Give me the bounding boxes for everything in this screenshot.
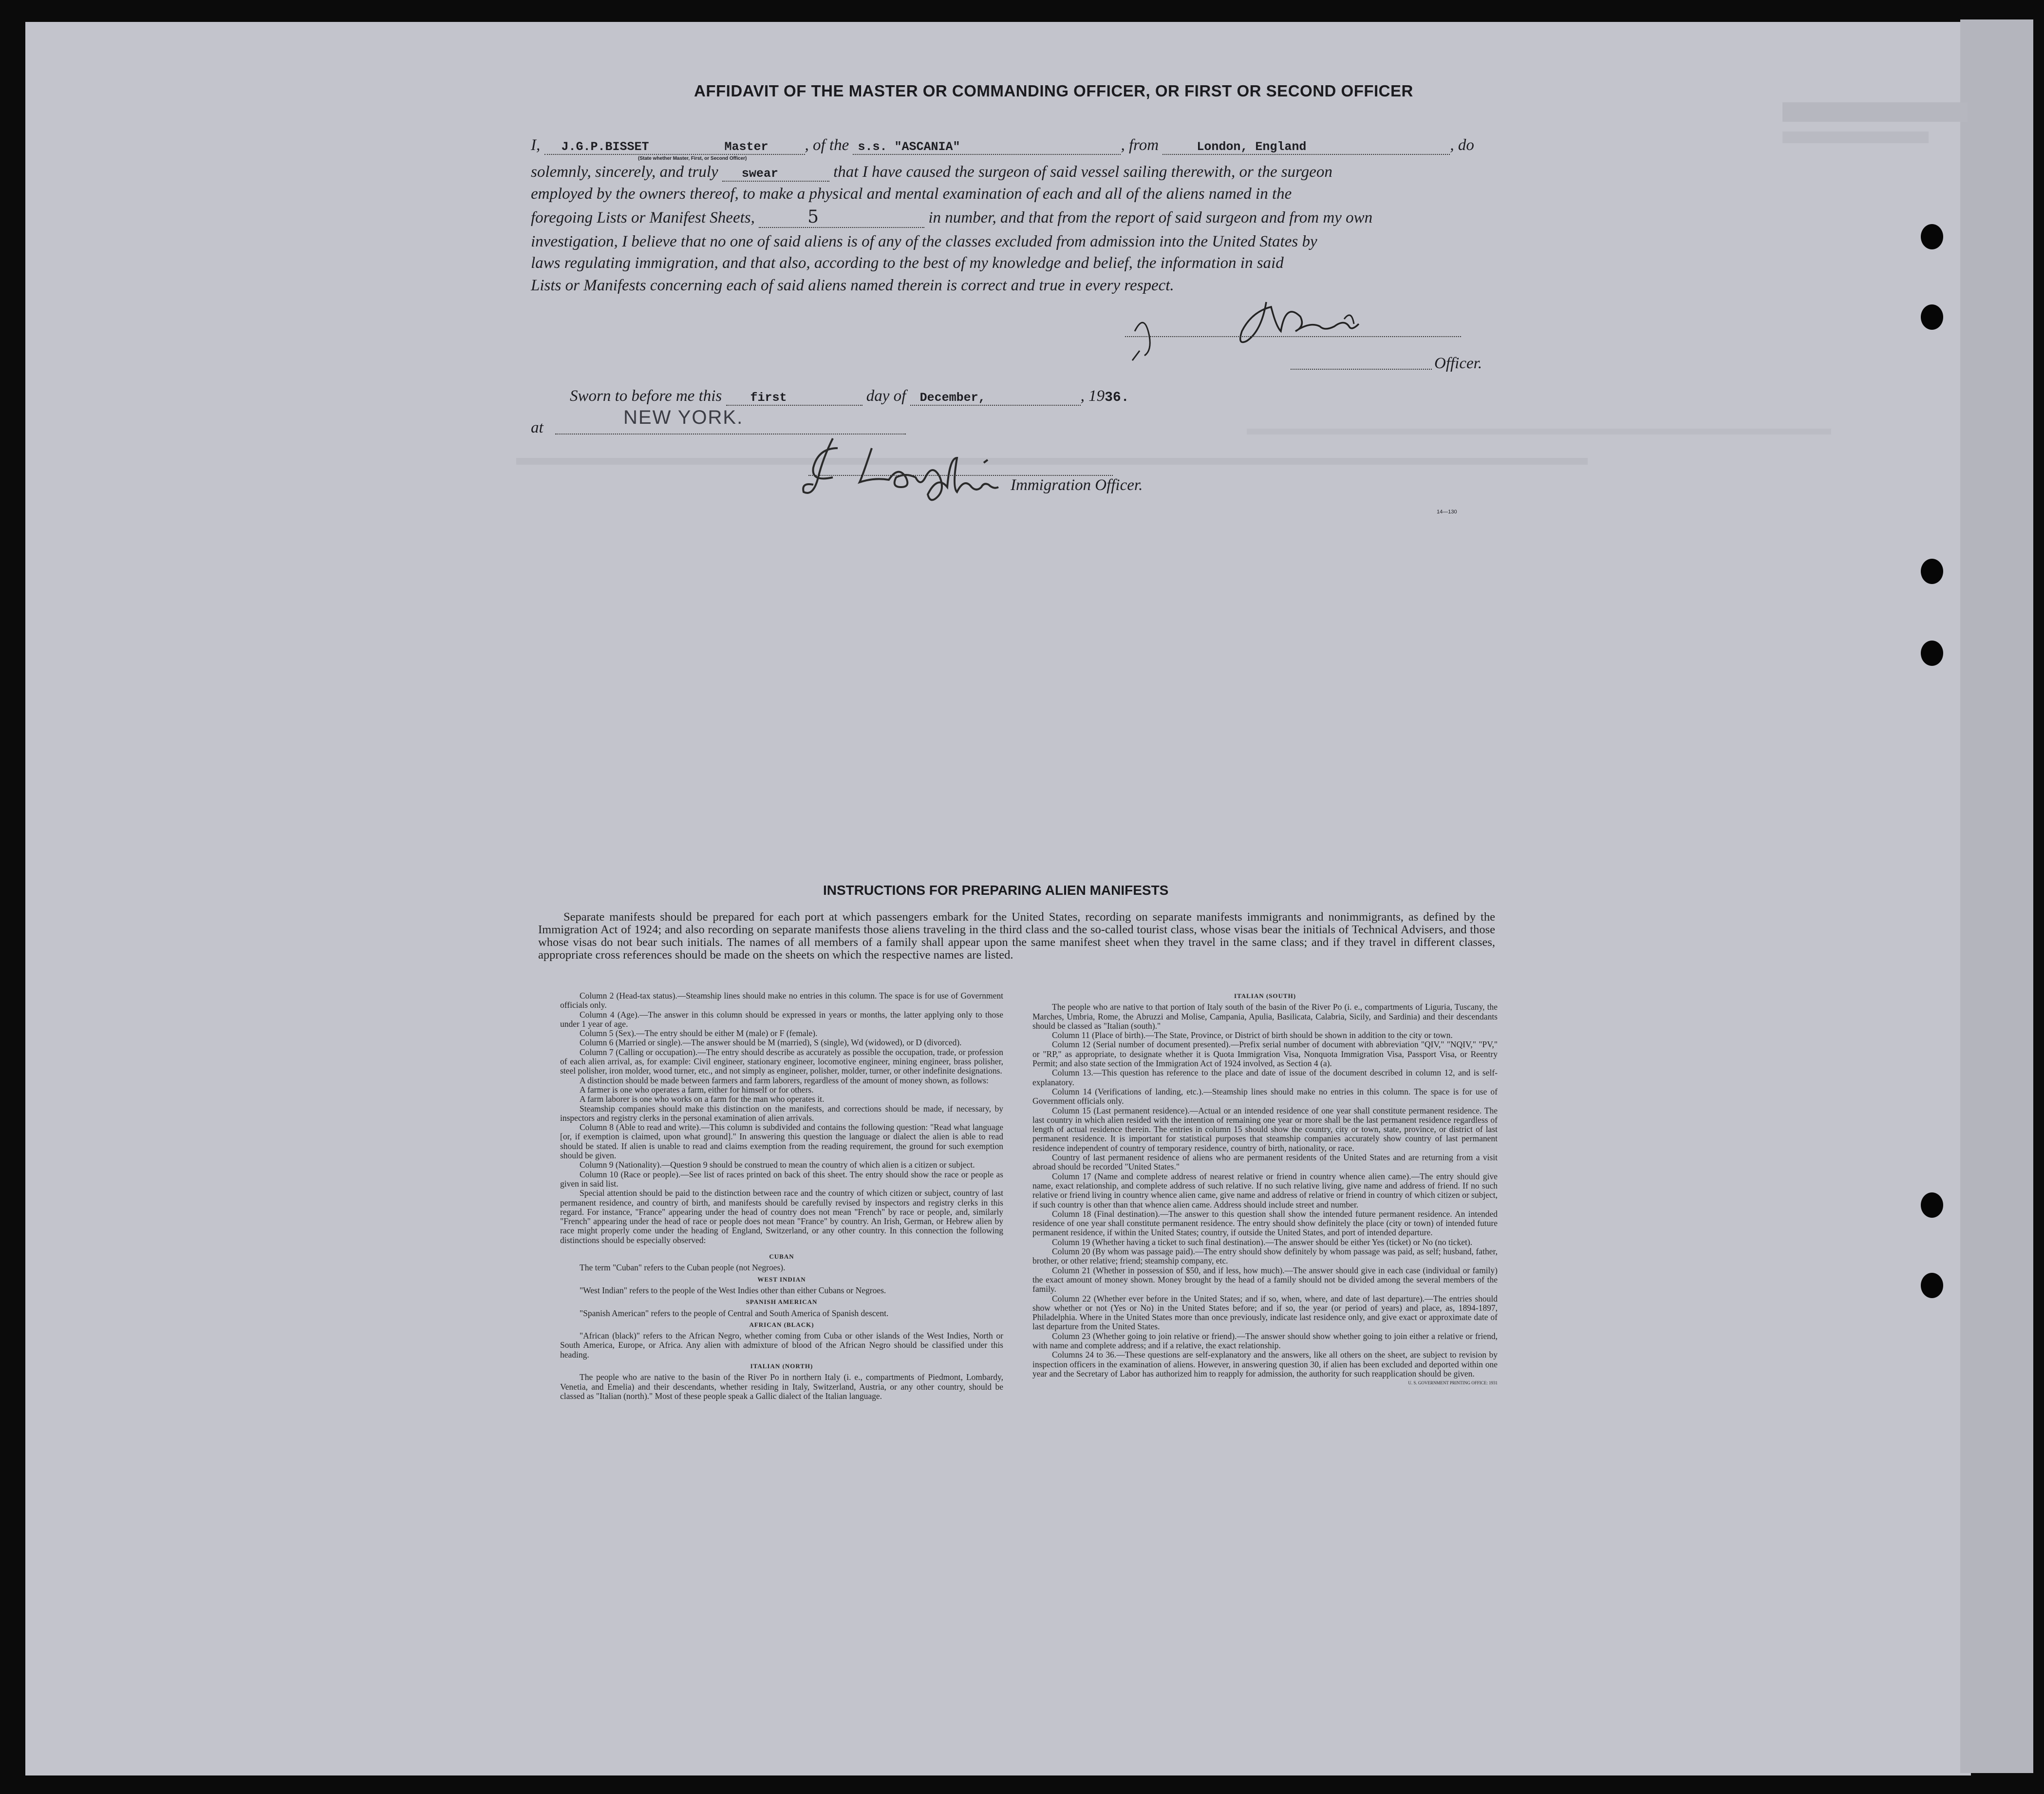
rank-note: (State whether Master, First, or Second Officer) <box>638 156 747 161</box>
oath-type-value: swear <box>741 167 778 181</box>
ss-label: s.s. <box>858 140 887 154</box>
instruction-paragraph: Columns 24 to 36.—These questions are self-explanatory and the answers, like all others on the sheet, are subject to revision by inspection officers in the examination of aliens. However, in answering question 30, if alien has been excluded and deported within one year and the Secretary of Labor has authorized him to reapply for admission, the authority for such reapplication should be given. <box>1032 1350 1498 1379</box>
day-of-label: day of <box>866 387 906 405</box>
place-stamp: NEW YORK. <box>623 407 744 428</box>
affidavit-text-4a: foregoing Lists or Manifest Sheets, <box>531 209 755 227</box>
affidavit-title: AFFIDAVIT OF THE MASTER OR COMMANDING OFFICER, OR FIRST OR SECOND OFFICER <box>694 82 1413 100</box>
ship-name <box>853 140 1121 155</box>
instruction-paragraph: Column 10 (Race or people).—See list of races printed on back of this sheet. The entry should show the race or people as given in said list. <box>560 1169 1003 1189</box>
african-definition: "African (black)" refers to the African Negro, whether coming from Cuba or other islands of the West Indies, North or South America, Europe, or Africa. Any alien with admixture of blood of the African Negro should be classified under this heading. <box>560 1331 1003 1360</box>
instruction-paragraph: A farmer is one who operates a farm, either for himself or for others. <box>580 1084 814 1095</box>
instructions-left-column <box>560 991 1003 1401</box>
instructions-right-column <box>1032 991 1498 1388</box>
instruction-paragraph: Column 19 (Whether having a ticket to such final destination).—The answer should be either Yes (ticket) or No (no ticket). <box>1052 1237 1473 1247</box>
sheet-count <box>759 207 924 228</box>
instruction-paragraph: Steamship companies should make this distinction on the manifests, and corrections should be made, if necessary, by inspectors and registry clerks in the personal examination of alien arrivals. <box>560 1103 1003 1123</box>
punch-hole <box>1921 1273 1943 1298</box>
instruction-paragraph: A distinction should be made between farmers and farm laborers, regardless of the amount of money shown, as follows: <box>580 1075 989 1085</box>
year-prefix: , 19 <box>1080 387 1105 405</box>
west-indian-definition: "West Indian" refers to the people of the West Indies other than either Cubans or Negroes. <box>580 1285 886 1295</box>
sworn-month <box>910 391 1081 406</box>
instruction-paragraph: Column 6 (Married or single).—The answer should be M (married), S (single), Wd (widowed), or D (divorced). <box>580 1038 962 1048</box>
bleed-through-text <box>1782 102 1968 122</box>
cuban-definition: The term "Cuban" refers to the Cuban people (not Negroes). <box>580 1263 786 1273</box>
at-label: at <box>531 419 544 436</box>
immigration-officer-line <box>808 475 1113 476</box>
oath-type <box>722 167 829 182</box>
officer-name-value: J.G.P.BISSET <box>561 140 649 154</box>
instructions-title: INSTRUCTIONS FOR PREPARING ALIEN MANIFESTS <box>823 883 1169 898</box>
spanish-american-heading: SPANISH AMERICAN <box>746 1298 818 1306</box>
affidavit-line-2 <box>531 163 1332 182</box>
affidavit-line-6: laws regulating immigration, and that also, according to the best of my knowledge and belief, the information in said <box>531 254 1284 272</box>
affidavit-line-4 <box>531 207 1372 228</box>
sworn-label: Sworn to before me this <box>570 387 722 405</box>
instruction-paragraph: Column 15 (Last permanent residence).—Actual or an intended residence of one year shall constitute permanent residence. The last country in which alien resided with the intention of remaining one year or more shall be the last permanent residence regardless of length of actual residence therein. The entries in column 15 should show the country, city or town, state, province, or district of last permanent residence. It is important for statistical purposes that steamship companies accurately show country of last permanent residence independent of country of temporary residence, country of birth, nationality, or race. <box>1032 1105 1498 1153</box>
instruction-paragraph: Special attention should be paid to the distinction between race and the country of which citizen or subject, country of last permanent residence, and country of birth, and manifests should be carefully revised by inspectors and registry clerks in this regard. For instance, "France" appearing under the head of country does not mean "French" by race or people, and, similarly "French" appearing under the head of race or people does not mean "France" by country. An Irish, German, or Hebrew alien by race might properly come under the heading of England, Switzerland, or any other country. In this connection the following distinctions should be especially observed: <box>560 1188 1003 1245</box>
printer-mark: U. S. GOVERNMENT PRINTING OFFICE: 1931 <box>1408 1380 1498 1386</box>
punch-hole <box>1921 1192 1943 1218</box>
west-indian-heading: WEST INDIAN <box>757 1275 806 1283</box>
sworn-year: 36. <box>1105 390 1129 405</box>
italian-south-heading: ITALIAN (SOUTH) <box>1234 992 1296 1000</box>
departure-port-value: London, England <box>1197 140 1307 154</box>
instruction-paragraph: A farm laborer is one who works on a farm for the man who operates it. <box>580 1094 825 1104</box>
bleed-through-text <box>1247 429 1831 434</box>
instruction-paragraph: Column 22 (Whether ever before in the United States; and if so, when, where, and date of last departure).—The entries should show whether or not (Yes or No) in the United States before; and if so, the year (or period of years) and place, as, 1894-1897, Philadelphia. Where in the United States more than once previously, indicate last residence only, and give exact or approximate date of last departure from the United States. <box>1032 1293 1498 1332</box>
instruction-paragraph: Column 13.—This question has reference to the place and date of issue of the document described in column 12, and is self-explanatory. <box>1032 1068 1498 1087</box>
form-number: 14—130 <box>1437 509 1457 515</box>
bleed-through-text <box>1782 132 1929 143</box>
affidavit-line-5: investigation, I believe that no one of said aliens is of any of the classes excluded from admission into the United States by <box>531 233 1317 250</box>
instruction-paragraph: The people who are native to that portion of Italy south of the basin of the River Po (i. e., compartments of Liguria, Tuscany, the Marches, Umbria, Rome, the Abruzzi and Molise, Campania, Apulia, Basilicata, Calabria, Sicily, and Sardinia) and their descendants should be classed as "Italian (south)." <box>1032 1002 1498 1031</box>
i-label: I, <box>531 136 541 154</box>
instruction-paragraph: Column 7 (Calling or occupation).—The entry should describe as accurately as possible the occupation, trade, or profession of each alien arrival, as, for example: Civil engineer, stationary engineer, locomotive engineer, mining engineer, brass polisher, steel polisher, iron molder, wood turner, etc., and not simply as engineer, polisher, molder, turner, or other indefinite designations. <box>560 1047 1003 1076</box>
punch-hole <box>1921 559 1943 584</box>
instructions-intro: Separate manifests should be prepared for each port at which passengers embark for the United States, recording on separate manifests immigrants and nonimmigrants, as defined by the Immigration Act of 1924; and also recording on separate manifests those aliens traveling in the third class and the so-called tourist class, whose visas bear the initials of Technical Advisers, and those whose visas do not bear such initials. The names of all members of a family shall appear upon the same manifest sheet when they travel in the same class; and if they travel in different classes, appropriate cross references should be made on the sheets on which the respective names are listed. <box>538 910 1495 962</box>
punch-hole <box>1921 224 1943 249</box>
italian-north-heading: ITALIAN (NORTH) <box>750 1362 813 1370</box>
officer-line <box>1291 369 1432 370</box>
departure-port <box>1163 140 1450 155</box>
instruction-paragraph: Column 14 (Verifications of landing, etc.).—Steamship lines should make no entries in this column. The space is for use of Government officials only. <box>1032 1086 1498 1106</box>
officer-signature-line <box>1125 336 1461 337</box>
instruction-paragraph: Column 12 (Serial number of document presented).—Prefix serial number of document with abbreviation "QIV," "NQIV," "PV," or "RP," as appropriate, to designate whether it is Quota Immigration Visa, Nonquota Immigration Visa, Passport Visa, or Reentry Permit; and also state section of the Immigration Act of 1924 involved, as Section 4 (a). <box>1032 1039 1498 1069</box>
officer-name <box>544 140 805 155</box>
solemnly-text: solemnly, sincerely, and truly <box>531 163 718 181</box>
instruction-paragraph: Column 17 (Name and complete address of nearest relative or friend in country whence alien came).—The entry should give name, exact relationship, and complete address of such relative. If no such relative living, give name and address of friend. If no such relative or friend living in country whence alien came, give name and address of relative or friend in country of which citizen or subject, if such country is other than that whence alien came. Address should include street and number. <box>1032 1171 1498 1209</box>
affidavit-text-4b: in number, and that from the report of said surgeon and from my own <box>928 209 1373 227</box>
instruction-paragraph: Column 5 (Sex).—The entry should be either M (male) or F (female). <box>580 1028 818 1039</box>
instruction-paragraph: Column 21 (Whether in possession of $50, and if less, how much).—The answer should give in each case (individual or family) the exact amount of money shown. Money brought by the head of a family should not be divided among the several members of the family. <box>1032 1265 1498 1294</box>
instruction-paragraph: Column 23 (Whether going to join relative or friend).—The answer should show whether going to join either a relative or friend, with name and complete address; and if a relative, the exact relationship. <box>1032 1331 1498 1350</box>
immigration-officer-signature <box>799 429 1101 516</box>
master-signature <box>1120 292 1422 370</box>
instruction-paragraph: Column 18 (Final destination).—The answer to this question shall show the intended future permanent residence. An intended residence of one year shall constitute permanent residence. The entry should show definitely the place (city or town) of intended future permanent residence, if within the United States; country, if outside the United States, and port of intended departure. <box>1032 1209 1498 1238</box>
affidavit-text-2: that I have caused the surgeon of said vessel sailing therewith, or the surgeon <box>833 163 1332 181</box>
immigration-officer-label: Immigration Officer. <box>1011 476 1143 494</box>
sworn-month-value: December, <box>919 391 986 405</box>
next-page-edge <box>1960 19 2033 1773</box>
instruction-paragraph: Column 20 (By whom was passage paid).—The entry should show definitely by whom passage was paid, as self; husband, father, brother, or other relative; friend; steamship company, etc. <box>1032 1246 1498 1266</box>
instruction-paragraph: Column 8 (Able to read and write).—This column is subdivided and contains the following question: "Read what language [or, if exemption is claimed, upon what ground]." In answering this question the language or dialect the alien is able to read should be stated. If alien is unable to read and claims exemption from the reading requirement, the ground for such exemption should be given. <box>560 1122 1003 1161</box>
italian-north-definition: The people who are native to the basin of the River Po in northern Italy (i. e., compartments of Piedmont, Lombardy, Venetia, and Emelia) and their descendants, whether residing in Italy, Switzerland, Austria, or any other country, should be classed as "Italian (north)." Most of these people speak a Gallic dialect of the Italian language. <box>560 1372 1003 1401</box>
instruction-paragraph: Column 2 (Head-tax status).—Steamship lines should make no entries in this column. The space is for use of Government officials only. <box>560 991 1003 1010</box>
sworn-day <box>726 391 863 406</box>
spanish-american-definition: "Spanish American" refers to the people of Central and South America of Spanish descent. <box>580 1308 889 1318</box>
punch-hole <box>1921 641 1943 666</box>
african-heading: AFRICAN (BLACK) <box>749 1321 814 1328</box>
instruction-paragraph: Country of last permanent residence of aliens who are permanent residents of the United States and are returning from a visit abroad should be recorded "United States." <box>1032 1152 1498 1172</box>
of-the-label: , of the <box>805 136 849 154</box>
cuban-heading: CUBAN <box>769 1253 794 1261</box>
sworn-line <box>570 387 1129 406</box>
do-label: , do <box>1450 136 1474 154</box>
sworn-day-value: first <box>750 391 787 405</box>
instruction-paragraph: Column 9 (Nationality).—Question 9 should be construed to mean the country of which alien is a citizen or subject. <box>580 1160 975 1170</box>
punch-hole <box>1921 304 1943 330</box>
instruction-paragraph: Column 4 (Age).—The answer in this column should be expressed in years or months, the latter applying only to those under 1 year of age. <box>560 1009 1003 1029</box>
officer-rank: Master <box>724 140 769 154</box>
affidavit-line-3: employed by the owners thereof, to make a physical and mental examination of each and all of the aliens named in the <box>531 185 1292 203</box>
officer-label: Officer. <box>1434 355 1482 372</box>
affidavit-line-7: Lists or Manifests concerning each of said aliens named therein is correct and true in every respect. <box>531 277 1174 294</box>
from-label: , from <box>1121 136 1159 154</box>
affidavit-line-1 <box>531 136 1474 155</box>
instruction-paragraph: Column 11 (Place of birth).—The State, Province, or District of birth should be shown in addition to the city or town. <box>1052 1030 1453 1040</box>
ship-name-value: "ASCANIA" <box>894 140 960 154</box>
sheet-count-value: 5 <box>807 207 819 227</box>
